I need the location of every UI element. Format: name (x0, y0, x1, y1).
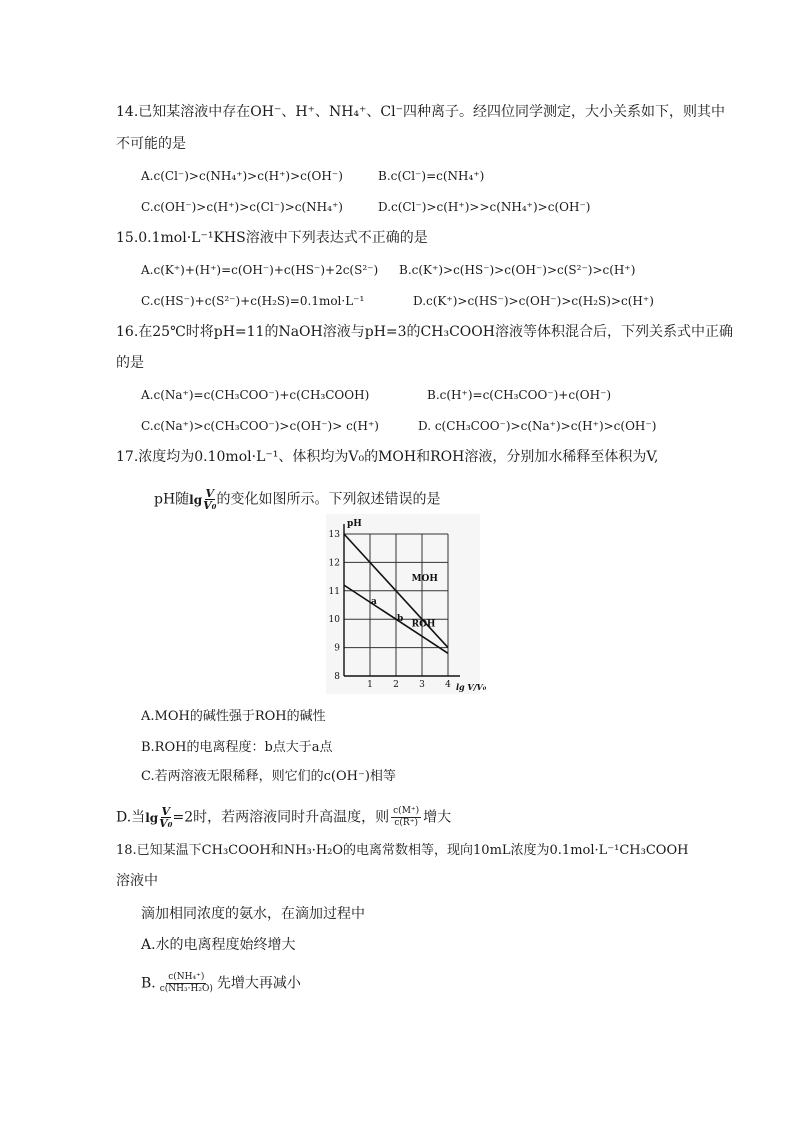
q16-stem-line2: 的是 (116, 355, 144, 371)
x-tick-label: 1 (367, 680, 373, 690)
y-tick-label: 8 (334, 672, 340, 682)
nh3h2o-denominator: c(NH₃·H₂O) (159, 984, 213, 994)
series-label-moh: MOH (411, 573, 438, 584)
q14-option-d: D.c(Cl⁻)>c(H⁺)>>c(NH₄⁺)>c(OH⁻) (378, 200, 591, 214)
q18-b-prefix: B. (141, 975, 156, 992)
q15-option-d: D.c(K⁺)>c(HS⁻)>c(OH⁻)>c(H₂S)>c(H⁺) (413, 294, 654, 308)
q16-option-c: C.c(Na⁺)>c(CH₃COO⁻)>c(OH⁻)> c(H⁺) (141, 419, 379, 433)
lg-v-over-v0-formula (189, 488, 216, 511)
x-tick-label: 3 (419, 680, 425, 690)
m-over-r-fraction (391, 806, 421, 829)
q17-d-prefix: D.当 (116, 809, 146, 826)
lg-v-over-v0-formula-d (145, 806, 172, 829)
frac-denominator-d: V₀ (159, 817, 173, 830)
q18-stem-line2: 溶液中 (116, 873, 158, 889)
lg-label-d: lg (145, 810, 159, 825)
q17-stem-suffix: 的变化如图所示。下列叙述错误的是 (216, 491, 441, 508)
q14-option-a: A.c(Cl⁻)>c(NH₄⁺)>c(H⁺)>c(OH⁻) (141, 169, 343, 183)
q17-d-suffix: 增大 (423, 809, 452, 826)
q14-stem-line1: 14.已知某溶液中存在OH⁻、H⁺、NH₄⁺、Cl⁻四种离子。经四位同学测定，大小关系如下，则其中 (116, 104, 725, 120)
nh4-numerator: c(NH₄⁺) (168, 972, 205, 982)
q18-stem-line3: 滴加相同浓度的氨水，在滴加过程中 (141, 906, 365, 922)
y-tick-label: 10 (328, 615, 340, 626)
q17-option-b: B.ROH的电离程度：b点大于a点 (141, 740, 333, 755)
q17-d-middle: =2时，若两溶液同时升高温度，则 (172, 809, 390, 826)
series-label-roh: ROH (411, 619, 436, 630)
y-axis-label: pH (347, 519, 362, 529)
chart-labels (329, 519, 487, 692)
x-tick-label: 2 (393, 680, 399, 690)
q18-b-suffix: 先增大再减小 (216, 975, 301, 992)
q16-option-a: A.c(Na⁺)=c(CH₃COO⁻)+c(CH₃COOH) (141, 388, 370, 402)
m-frac-numerator: c(M⁺) (393, 806, 420, 816)
nh4-over-nh3h2o-fraction (158, 972, 215, 995)
y-tick-label: 11 (328, 586, 340, 597)
q16-option-b: B.c(H⁺)=c(CH₃COO⁻)+c(OH⁻) (427, 388, 612, 402)
frac-numerator: V (205, 487, 215, 500)
q17-option-c: C.若两溶液无限稀释，则它们的c(OH⁻)相等 (141, 769, 396, 784)
frac-denominator: V₀ (203, 499, 217, 512)
frac-numerator-d: V (161, 805, 171, 818)
q14-option-c: C.c(OH⁻)>c(H⁺)>c(Cl⁻)>c(NH₄⁺) (141, 200, 343, 214)
q15-option-b: B.c(K⁺)>c(HS⁻)>c(OH⁻)>c(S²⁻)>c(H⁺) (399, 263, 636, 277)
q18-stem-line1: 18.已知某温下CH₃COOH和NH₃·H₂O的电离常数相等，现向10mL浓度为0.1mol·L⁻¹CH₃COOH (116, 843, 689, 858)
ph-dilution-chart (326, 514, 487, 694)
chart-grid (344, 524, 460, 676)
q15-option-a: A.c(K⁺)+(H⁺)=c(OH⁻)+c(HS⁻)+2c(S²⁻) (141, 263, 379, 277)
q14-stem-line2: 不可能的是 (116, 136, 186, 152)
y-tick-label: 9 (334, 643, 340, 654)
point-label-b: b (397, 614, 404, 625)
y-tick-label: 12 (328, 558, 340, 569)
x-axis-label: lg V/V₀ (456, 682, 487, 692)
q18-option-b (141, 972, 301, 995)
q17-option-a: A.MOH的碱性强于ROH的碱性 (141, 709, 326, 724)
r-frac-denominator: c(R⁺) (394, 818, 418, 828)
q17-ph-prefix: pH随 (154, 491, 190, 508)
q17-option-d (116, 806, 451, 829)
q17-stem-line2 (154, 488, 440, 511)
chart-svg (326, 514, 487, 694)
point-label-a: a (371, 597, 377, 608)
q16-stem-line1: 16.在25℃时将pH=11的NaOH溶液与pH=3的CH₃COOH溶液等体积混合后，下列关系式中正确 (116, 324, 733, 340)
q15-option-c: C.c(HS⁻)+c(S²⁻)+c(H₂S)=0.1mol·L⁻¹ (141, 294, 365, 308)
lg-label: lg (189, 492, 203, 507)
y-tick-label: 13 (328, 530, 340, 540)
q15-stem: 15.0.1mol·L⁻¹KHS溶液中下列表达式不正确的是 (116, 230, 428, 246)
q14-option-b: B.c(Cl⁻)=c(NH₄⁺) (378, 169, 485, 183)
q17-stem-line1: 17.浓度均为0.10mol·L⁻¹、体积均为V₀的MOH和ROH溶液，分别加水稀释至体积为V, (116, 449, 659, 465)
q18-option-a: A.水的电离程度始终增大 (141, 937, 296, 953)
q16-option-d: D. c(CH₃COO⁻)>c(Na⁺)>c(H⁺)>c(OH⁻) (418, 419, 657, 433)
x-tick-label: 4 (445, 680, 451, 690)
